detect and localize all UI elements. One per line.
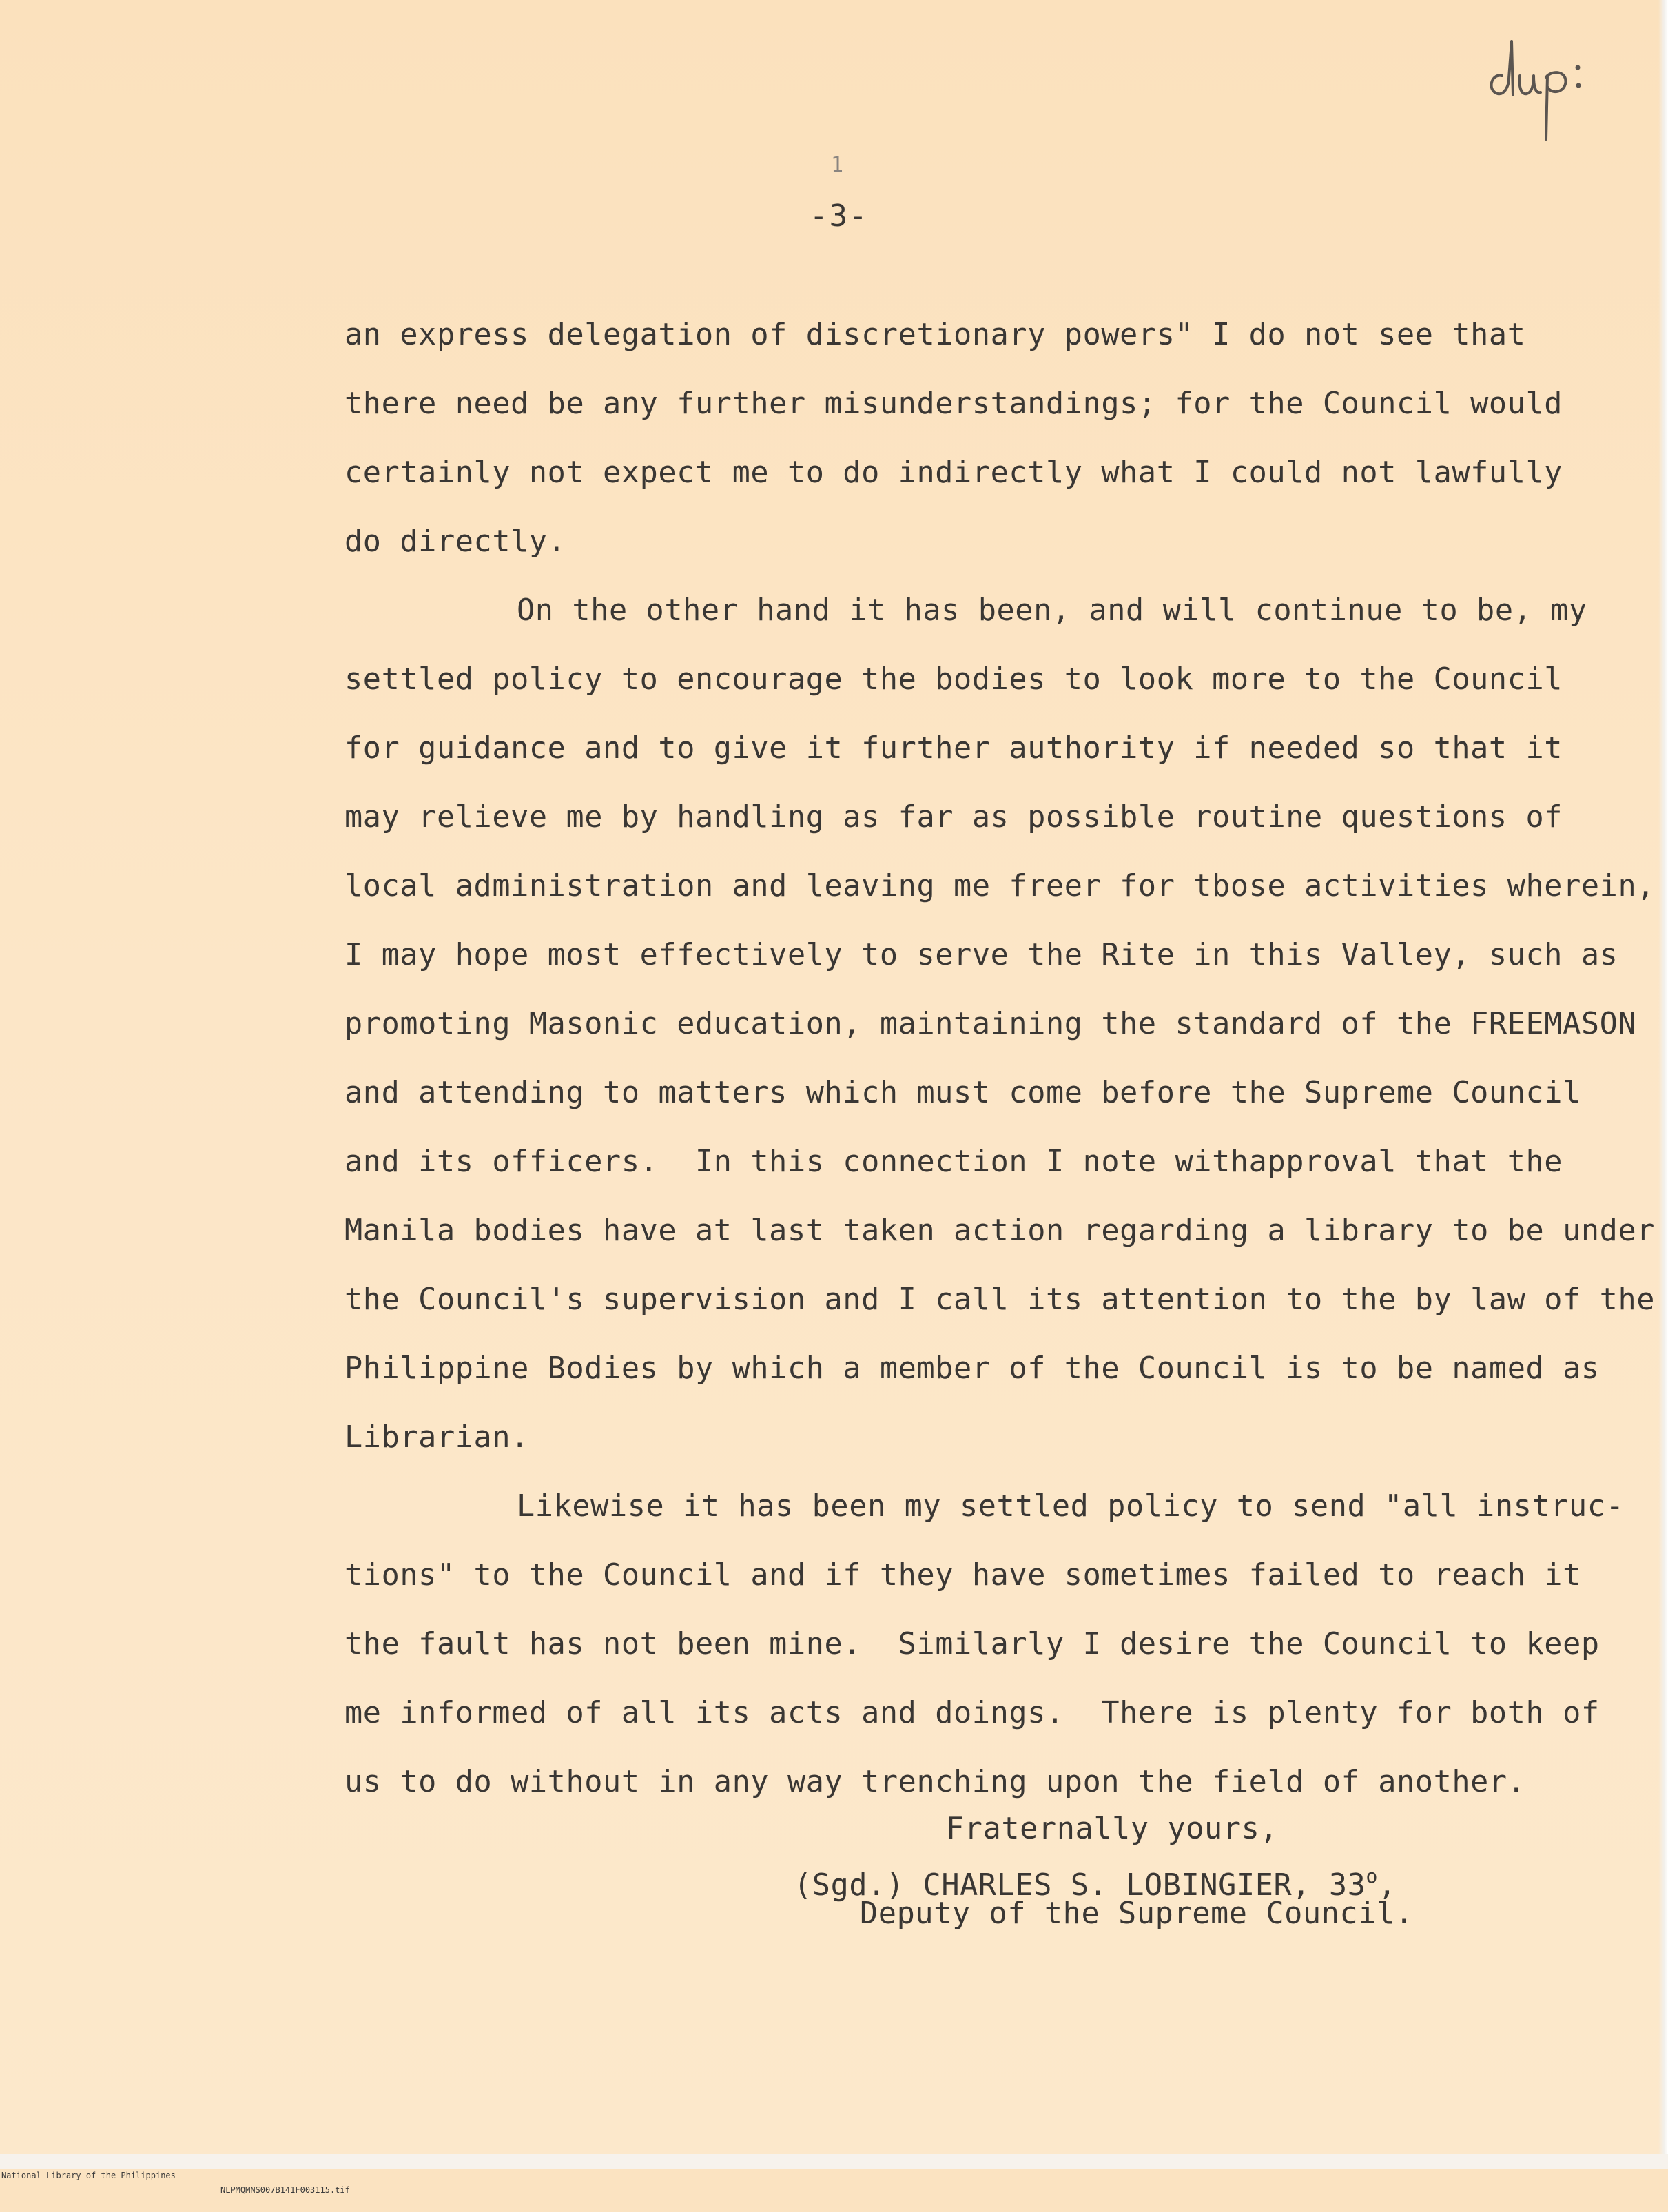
- letter-line: I may hope most effectively to serve the Rite in this Valley, such as: [344, 938, 1618, 972]
- letter-line: for guidance and to give it further authority if needed so that it: [344, 731, 1563, 766]
- page-number: -3-: [810, 198, 869, 234]
- signatory-designation: Deputy of the Supreme Council.: [860, 1896, 1414, 1931]
- degree-symbol: o: [1366, 1865, 1378, 1887]
- letter-line: certainly not expect me to do indirectly what I could not lawfully: [344, 455, 1563, 490]
- letter-line: and attending to matters which must come before the Supreme Council: [344, 1076, 1581, 1110]
- footer-library-name: National Library of the Philippines: [1, 2171, 176, 2180]
- scan-footer: [0, 2154, 1668, 2195]
- letter-closing: Fraternally yours,: [946, 1812, 1279, 1846]
- signature-comma: ,: [1377, 1868, 1397, 1903]
- scan-edge: [1658, 0, 1668, 2169]
- letter-line: me informed of all its acts and doings. There is plenty for both of: [344, 1696, 1600, 1730]
- letter-line: may relieve me by handling as far as possible routine questions of: [344, 800, 1563, 834]
- letter-line: Manila bodies have at last taken action regarding a library to be under: [344, 1213, 1656, 1248]
- letter-line: there need be any further misunderstandings; for the Council would: [344, 387, 1563, 421]
- letter-line: do directly.: [344, 524, 566, 559]
- letter-line: settled policy to encourage the bodies to look more to the Council: [344, 662, 1563, 697]
- page-tick-mark: 1: [831, 153, 844, 177]
- letter-line: tions" to the Council and if they have sometimes failed to reach it: [344, 1558, 1581, 1593]
- signature-name: (Sgd.) CHARLES S. LOBINGIER, 33: [794, 1868, 1366, 1903]
- letter-line: the fault has not been mine. Similarly I desire the Council to keep: [344, 1627, 1600, 1661]
- handwritten-annotation: [1481, 28, 1592, 158]
- letter-line: Librarian.: [344, 1420, 529, 1455]
- letter-line: us to do without in any way trenching upon the field of another.: [344, 1765, 1526, 1799]
- letter-line: and its officers. In this connection I note withapproval that the: [344, 1145, 1563, 1179]
- letter-line: Philippine Bodies by which a member of the Council is to be named as: [344, 1351, 1600, 1386]
- letter-body: [344, 300, 1656, 1816]
- letter-line: an express delegation of discretionary powers" I do not see that: [344, 318, 1526, 352]
- letter-line: the Council's supervision and I call its attention to the by law of the: [344, 1282, 1656, 1317]
- letter-line-paragraph-start: Likewise it has been my settled policy to send "all instruc-: [517, 1489, 1625, 1524]
- handwritten-annotation-drawing: [1481, 28, 1592, 158]
- letter-line: promoting Masonic education, maintaining the standard of the FREEMASON: [344, 1007, 1637, 1041]
- footer-filename: NLPMQMNS007B141F003115.tif: [220, 2185, 350, 2195]
- letter-line: local administration and leaving me freer for tbose activities wherein,: [344, 869, 1656, 903]
- letter-line-paragraph-start: On the other hand it has been, and will continue to be, my: [517, 593, 1587, 628]
